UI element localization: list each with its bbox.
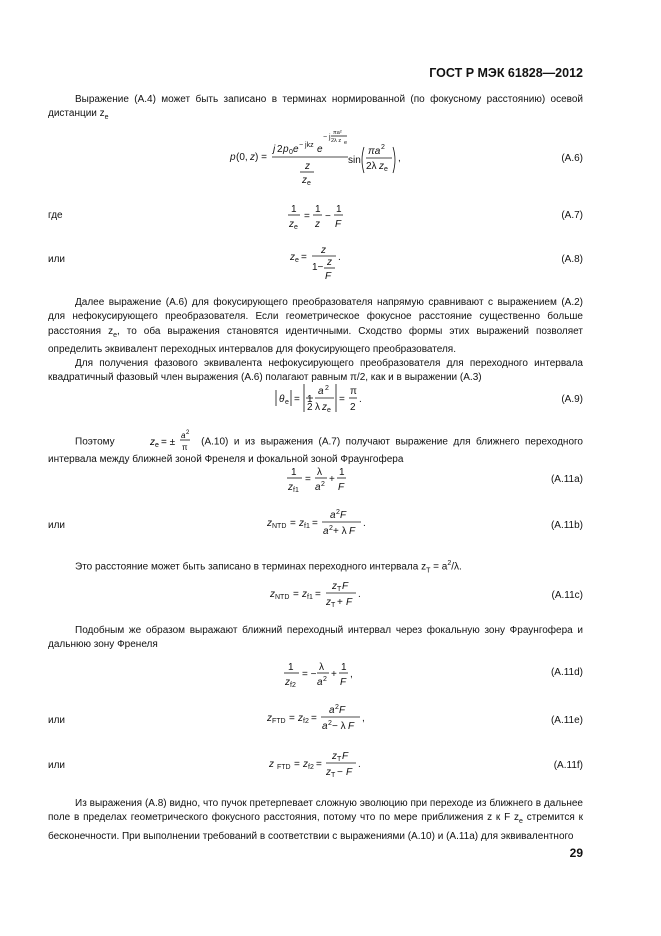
svg-text:sin: sin	[348, 155, 361, 166]
svg-text:z: z	[267, 713, 272, 724]
svg-text:F: F	[348, 721, 355, 732]
svg-text:a: a	[323, 526, 329, 537]
svg-text:z: z	[326, 597, 331, 608]
equation-a6	[230, 128, 410, 188]
svg-text:a: a	[318, 386, 324, 397]
svg-text:+ λ: + λ	[333, 526, 347, 537]
svg-text:a: a	[330, 510, 336, 521]
equation-number-a8: (А.8)	[561, 254, 583, 265]
svg-text:f1: f1	[304, 523, 310, 530]
svg-text:F: F	[346, 597, 353, 608]
paragraph-distance	[48, 557, 583, 579]
svg-text:.: .	[358, 759, 361, 770]
svg-text:e: e	[294, 224, 298, 231]
paragraph-therefore-text: (А.10) и из выражения (А.7) получают выражение для ближнего переходного интервала между ближней зоной Френеля и фокальной зоной Фраунгофера	[48, 436, 583, 465]
svg-text:− λ: − λ	[332, 721, 346, 732]
paragraph-evolution-sub: e	[519, 818, 523, 826]
svg-text:,: ,	[362, 713, 365, 724]
equation-number-a11a: (А.11a)	[550, 474, 583, 485]
svg-text:e: e	[317, 144, 323, 155]
svg-text:πa: πa	[368, 146, 381, 157]
svg-text:λ: λ	[315, 402, 320, 413]
svg-text:z: z	[267, 518, 272, 529]
svg-text:=: =	[304, 211, 310, 222]
svg-text:z: z	[332, 581, 337, 592]
svg-text:1: 1	[315, 204, 321, 215]
svg-text:FTD: FTD	[277, 764, 291, 771]
svg-text:z: z	[250, 152, 255, 163]
svg-text:z: z	[302, 175, 307, 186]
inline-formula-ze	[123, 431, 198, 453]
svg-text:) =: ) =	[255, 152, 267, 163]
svg-text:1: 1	[288, 662, 294, 673]
paragraph-evolution	[48, 797, 583, 844]
label-or-a11e: или	[48, 715, 66, 726]
svg-text:z: z	[298, 713, 303, 724]
svg-text:z: z	[303, 759, 308, 770]
svg-text:z: z	[285, 677, 290, 688]
svg-text:1: 1	[339, 467, 345, 478]
page-number: 29	[569, 846, 583, 860]
svg-text:2: 2	[323, 676, 327, 683]
paragraph-comparison-tail: , то оба выражения становятся идентичными. Сходство формы этих выражений позволяет определить эквивалент переходных интервалов для фокусирующего преобразователя.	[48, 325, 583, 355]
standard-header: ГОСТ Р МЭК 61828—2012	[429, 66, 583, 80]
svg-text:T: T	[337, 586, 342, 593]
paragraph-comparison-sub: e	[113, 331, 117, 339]
svg-text:θ: θ	[279, 394, 285, 405]
equation-a8	[290, 242, 360, 288]
svg-text:−: −	[337, 767, 343, 778]
equation-number-a11c: (А.11c)	[551, 590, 583, 601]
svg-text:−: −	[325, 211, 331, 222]
svg-text:2: 2	[350, 402, 356, 413]
svg-text:T: T	[337, 756, 342, 763]
svg-text:− j: − j	[323, 134, 331, 141]
svg-text:z: z	[332, 751, 337, 762]
svg-text:f1: f1	[293, 487, 299, 494]
svg-text:− jkz: − jkz	[299, 142, 314, 149]
paragraph-distance-text: Это расстояние может быть записано в терминах переходного интервала z	[75, 561, 427, 573]
equation-a11c	[270, 580, 370, 610]
svg-text:2: 2	[381, 144, 385, 151]
svg-text:=: =	[294, 394, 300, 405]
svg-text:π: π	[350, 386, 357, 397]
svg-text:e: e	[293, 144, 299, 155]
svg-text:=: =	[301, 252, 307, 263]
svg-text:a: a	[317, 677, 323, 688]
svg-text:f2: f2	[308, 764, 314, 771]
svg-text:j: j	[273, 144, 276, 155]
equation-a11a	[287, 463, 357, 495]
svg-text:=: =	[316, 759, 322, 770]
svg-text:λ: λ	[317, 467, 322, 478]
svg-text:=: =	[290, 518, 296, 529]
svg-text:=: =	[312, 518, 318, 529]
svg-text:.: .	[358, 589, 361, 600]
svg-text:=: =	[315, 589, 321, 600]
svg-text:F: F	[346, 767, 353, 778]
svg-text:=: =	[294, 759, 300, 770]
paragraph-evolution-text: Из выражения (А.8) видно, что пучок претерпевает сложную эволюцию при переходе из ближнего в дальнее поле в пределах геометрического фокусного расстояния, потому что по мере приближения z к F z	[48, 798, 583, 824]
svg-text:2: 2	[321, 481, 325, 488]
equation-a11f	[269, 750, 369, 780]
svg-text:πa²: πa²	[333, 130, 342, 136]
svg-text:=: =	[305, 474, 311, 485]
svg-text:e: e	[344, 140, 348, 146]
paragraph-distance-tail: /λ.	[451, 561, 462, 573]
svg-text:z: z	[288, 482, 293, 493]
svg-text:z: z	[150, 437, 156, 448]
svg-text:1: 1	[307, 394, 313, 405]
svg-text:1: 1	[336, 204, 342, 215]
svg-text:FTD: FTD	[272, 718, 286, 725]
svg-text:a: a	[181, 431, 186, 440]
paragraph-distance-sup: 2	[447, 560, 452, 567]
svg-text:2: 2	[335, 704, 339, 711]
svg-text:= ±: = ±	[161, 437, 176, 448]
svg-text:F: F	[349, 526, 356, 537]
equation-number-a11f: (А.11f)	[553, 760, 583, 771]
equation-number-a7: (А.7)	[561, 210, 583, 221]
label-or-a11f: или	[48, 760, 66, 771]
equation-number-a6: (А.6)	[561, 153, 583, 164]
paragraph-distance-eq: = a	[430, 561, 448, 573]
svg-text:z: z	[299, 518, 304, 529]
paragraph-distance-sub: T	[426, 567, 431, 575]
svg-text:e: e	[295, 257, 299, 264]
svg-text:z: z	[289, 219, 294, 230]
svg-text:1: 1	[341, 662, 347, 673]
svg-text:.: .	[338, 252, 341, 263]
svg-text:1: 1	[291, 467, 297, 478]
svg-text:f1: f1	[307, 594, 313, 601]
svg-text:z: z	[379, 161, 384, 172]
svg-text:F: F	[335, 219, 342, 230]
svg-text:+: +	[329, 474, 335, 485]
paragraph-intro-sub: e	[104, 114, 109, 122]
svg-text:e: e	[384, 166, 388, 173]
svg-text:=: =	[339, 394, 345, 405]
svg-text:,: ,	[350, 669, 353, 680]
paragraph-comparison-text: Далее выражение (А.6) для фокусирующего преобразователя напрямую сравнивают с выражением (А.2) для нефокусирующего преобразователя. Если геометрическое фокусное расстояние существенно больше расстояния z	[48, 297, 583, 337]
svg-text:z: z	[322, 402, 327, 413]
svg-text:p: p	[283, 144, 289, 155]
paragraph-similarly-text: Подобным же образом выражают ближний переходный интервал через фокальную зону Фраунгофера и дальнюю зону Френеля	[48, 625, 583, 651]
svg-text:z: z	[269, 759, 274, 770]
paragraph-therefore-lead: Поэтому	[75, 436, 115, 448]
svg-text:2: 2	[329, 525, 333, 532]
svg-text:+: +	[337, 597, 343, 608]
svg-text:a: a	[322, 721, 328, 732]
svg-text:z: z	[326, 767, 331, 778]
svg-text:2: 2	[277, 144, 283, 155]
equation-number-a9: (А.9)	[561, 394, 583, 405]
label-or-a8: или	[48, 254, 66, 265]
svg-text:2: 2	[307, 402, 313, 413]
svg-text:(0,: (0,	[236, 152, 248, 163]
svg-text:a: a	[315, 482, 321, 493]
svg-text:e: e	[285, 399, 289, 406]
svg-text:F: F	[339, 705, 346, 716]
equation-a11b	[267, 509, 377, 539]
svg-text:F: F	[340, 677, 347, 688]
equation-a11d	[284, 658, 364, 690]
svg-text:F: F	[325, 271, 332, 282]
svg-text:2: 2	[328, 720, 332, 727]
svg-text:1−: 1−	[312, 262, 324, 273]
svg-text:e: e	[307, 180, 311, 187]
svg-text:1: 1	[291, 204, 297, 215]
paragraph-therefore	[48, 431, 583, 467]
svg-text:.: .	[363, 518, 366, 529]
paragraph-similarly	[48, 624, 583, 653]
paragraph-evolution-tail: стремится к бесконечности. При выполнении требований в соответствии с выражениями (А.10) и (А.11a) для эквивалентного	[48, 812, 583, 842]
svg-text:F: F	[340, 510, 347, 521]
svg-text:T: T	[331, 772, 336, 779]
equation-a11e	[267, 704, 377, 734]
svg-text:z: z	[290, 252, 295, 263]
svg-text:2: 2	[325, 385, 329, 392]
equation-number-a11d: (А.11d)	[550, 667, 583, 678]
svg-text:NTD: NTD	[275, 594, 290, 601]
equation-number-a11b: (А.11b)	[550, 520, 583, 531]
svg-text:z: z	[315, 219, 320, 230]
svg-text:p: p	[230, 152, 236, 163]
paragraph-intro-text: Выражение (А.4) может быть записано в терминах нормированной (по фокусному расстоянию) осевой дистанции z	[48, 94, 583, 120]
svg-text:a: a	[329, 705, 335, 716]
svg-text:NTD: NTD	[272, 523, 287, 530]
equation-number-a11e: (А.11e)	[550, 715, 583, 726]
svg-text:f2: f2	[303, 718, 309, 725]
svg-text:λ: λ	[319, 662, 324, 673]
svg-text:z: z	[305, 161, 310, 172]
svg-text:=: =	[293, 589, 299, 600]
svg-text:z: z	[327, 257, 332, 268]
paragraph-comparison	[48, 296, 583, 386]
svg-text:F: F	[338, 482, 345, 493]
svg-text:=: =	[289, 713, 295, 724]
svg-text:= −: = −	[302, 669, 317, 680]
svg-text:π: π	[182, 443, 188, 452]
svg-text:z: z	[321, 245, 326, 256]
svg-text:0: 0	[289, 149, 293, 156]
svg-text:T: T	[331, 602, 336, 609]
equation-a9	[274, 382, 364, 416]
svg-text:.: .	[359, 394, 362, 405]
svg-text:2: 2	[186, 430, 190, 436]
svg-text:F: F	[342, 581, 349, 592]
svg-text:+: +	[331, 669, 337, 680]
svg-text:2λ: 2λ	[366, 161, 377, 172]
svg-text:F: F	[342, 751, 349, 762]
svg-text:=: =	[311, 713, 317, 724]
svg-text:2λ z: 2λ z	[331, 138, 342, 144]
svg-text:f2: f2	[290, 682, 296, 689]
equation-a7	[288, 200, 358, 232]
label-or-a11b: или	[48, 520, 66, 531]
label-where: где	[48, 210, 63, 221]
svg-text:,: ,	[398, 153, 401, 164]
paragraph-intro	[48, 93, 583, 126]
svg-text:z: z	[270, 589, 275, 600]
paragraph-phase: Для получения фазового эквивалента нефокусирующего преобразователя для переходного интервала квадратичный фазовый член выражения (А.6) полагают равным π/2, как и в выражении (А.3)	[48, 358, 583, 384]
svg-text:z: z	[302, 589, 307, 600]
svg-text:e: e	[155, 442, 160, 449]
svg-text:e: e	[327, 407, 331, 414]
svg-text:2: 2	[336, 509, 340, 516]
